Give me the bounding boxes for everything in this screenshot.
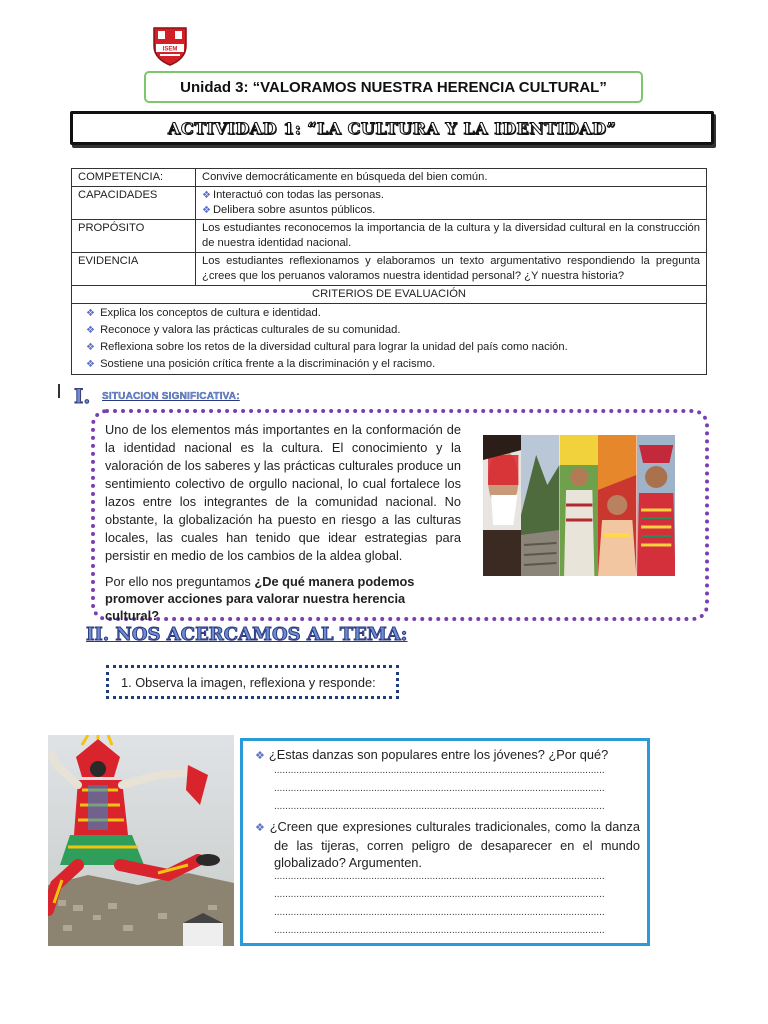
table-row <box>72 304 707 375</box>
activity-banner <box>70 111 714 145</box>
planning-table <box>71 168 707 375</box>
answer-line[interactable]: ....................................................................................................................... <box>274 925 605 936</box>
row-label: COMPETENCIA: <box>72 169 196 187</box>
row-value: Convive democráticamente en búsqueda del bien común. <box>196 169 707 187</box>
diamond-bullet-icon: ❖ <box>255 750 265 762</box>
section-number: I. <box>74 384 91 408</box>
section-title: SITUACION SIGNIFICATIVA: <box>102 391 240 402</box>
question-1: ❖ ¿Estas danzas son populares entre los jóvenes? ¿Por qué? <box>255 747 609 762</box>
questions-box <box>240 738 650 946</box>
diamond-bullet-icon: ❖ <box>86 308 95 319</box>
crest-text: ISEM <box>162 46 178 53</box>
list-item: ❖ Reconoce y valora las prácticas culturales de su comunidad. <box>86 324 401 336</box>
answer-line[interactable]: ....................................................................................................................... <box>274 871 605 882</box>
festival-photo <box>598 435 636 576</box>
face-paint-photo <box>483 435 521 576</box>
table-row <box>72 220 707 253</box>
answer-line[interactable]: ....................................................................................................................... <box>274 801 605 812</box>
cultural-collage-image <box>483 435 675 576</box>
list-item: ❖ Reflexiona sobre los retos de la diversidad cultural para lograr la unidad del país como nación. <box>86 341 568 353</box>
capacities-cell <box>196 187 707 220</box>
row-label: PROPÓSITO <box>72 220 196 253</box>
traditional-dress-photo <box>560 435 598 576</box>
answer-line[interactable]: ....................................................................................................................... <box>274 765 605 776</box>
scissors-dancer-image <box>48 735 234 946</box>
unit-title-box <box>144 71 643 103</box>
text-cursor-mark <box>58 384 60 398</box>
answer-line[interactable]: ....................................................................................................................... <box>274 783 605 794</box>
diamond-bullet-icon: ❖ <box>86 342 95 353</box>
situation-paragraph: Uno de los elementos más importantes en la conformación de la identidad nacional es la cultura. El conocimiento y la valoración de los saberes y las prácticas culturales produce un sentimiento colectivo de orgullo nacional, lo cual fortalece los lazos entre los integrantes de la comunidad nacional. No obstante, la globalización ha puesto en riesgo a las culturas locales, las cuales han tenido que idear estrategias para persistir en medio de los cambios de la aldea global. <box>105 422 461 563</box>
table-row <box>72 169 707 187</box>
list-item: ❖ Delibera sobre asuntos públicos. <box>202 204 376 216</box>
answer-line[interactable]: ....................................................................................................................... <box>274 907 605 918</box>
list-item: ❖ Explica los conceptos de cultura e identidad. <box>86 307 321 319</box>
criteria-title: CRITERIOS DE EVALUACIÓN <box>72 286 707 304</box>
table-row <box>72 187 707 220</box>
list-item: ❖ Interactuó con todas las personas. <box>202 189 384 201</box>
diamond-bullet-icon: ❖ <box>202 205 211 216</box>
table-row <box>72 253 707 286</box>
school-crest-icon <box>150 24 190 66</box>
table-row <box>72 286 707 304</box>
answer-line[interactable]: ....................................................................................................................... <box>274 889 605 900</box>
question-2: ❖ ¿Creen que expresiones culturales tradicionales, como la danza de las tijeras, corren peligro de desaparecer en el mundo globalizado? Argumenten. <box>255 819 640 870</box>
unit-title: Unidad 3: “VALORAMOS NUESTRA HERENCIA CULTURAL” <box>180 78 607 96</box>
row-value: Los estudiantes reconocemos la importancia de la cultura y la diversidad cultural en la construcción de nuestra identidad nacional. <box>196 220 707 253</box>
list-item: ❖ Sostiene una posición crítica frente a la discriminación y el racismo. <box>86 358 436 370</box>
diamond-bullet-icon: ❖ <box>86 325 95 336</box>
andean-woman-photo <box>637 435 675 576</box>
diamond-bullet-icon: ❖ <box>255 822 266 834</box>
row-label: EVIDENCIA <box>72 253 196 286</box>
section-title-2: II. NOS ACERCAMOS AL TEMA: <box>86 624 408 645</box>
instruction-text: 1. Observa la imagen, reflexiona y responde: <box>121 674 376 690</box>
diamond-bullet-icon: ❖ <box>202 190 211 201</box>
diamond-bullet-icon: ❖ <box>86 359 95 370</box>
criteria-list <box>72 304 707 375</box>
row-label: CAPACIDADES <box>72 187 196 220</box>
situation-question: Por ello nos preguntamos ¿De qué manera podemos promover acciones para valorar nuestra herencia cultural? <box>105 574 415 623</box>
activity-title: ACTIVIDAD 1: “LA CULTURA Y LA IDENTIDAD” <box>167 118 617 138</box>
instruction-box <box>106 665 399 699</box>
machu-picchu-photo <box>521 435 559 576</box>
row-value: Los estudiantes reflexionamos y elaboramos un texto argumentativo respondiendo la pregunta ¿crees que los peruanos valoramos nuestra identidad personal? ¿Y nuestra historia? <box>196 253 707 286</box>
